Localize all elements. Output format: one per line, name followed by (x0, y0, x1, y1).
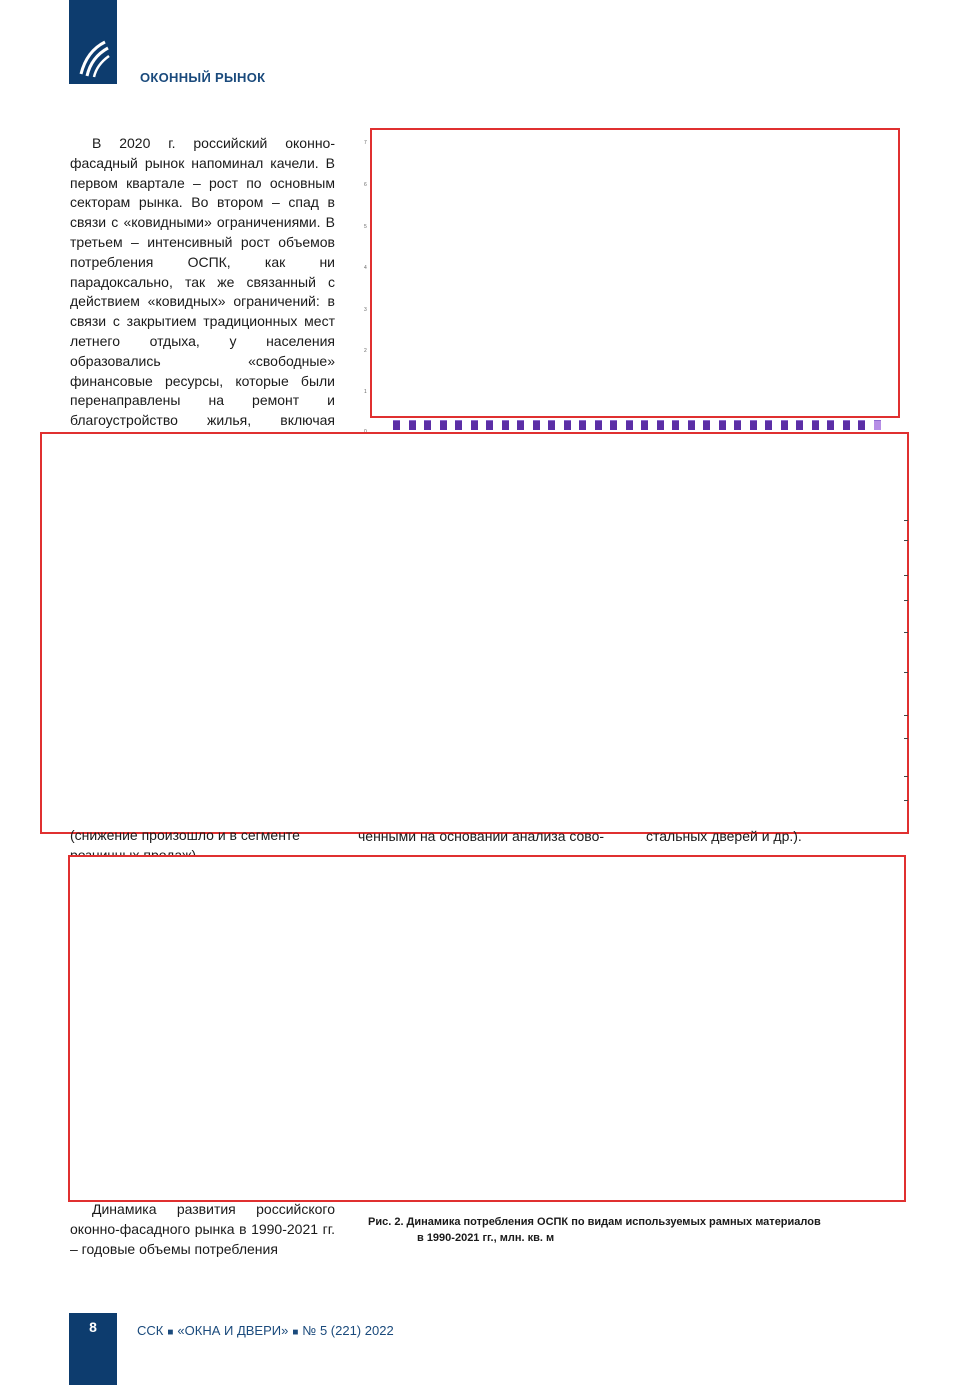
y-tick: 6 (364, 182, 367, 188)
y-tick: 2 (364, 348, 367, 354)
chart-bar-fragment (595, 420, 602, 430)
dynamics-paragraph (70, 1200, 335, 1260)
chart-bar-fragment (424, 420, 431, 430)
chart-bar-fragment (688, 420, 695, 430)
chart-bar-fragment (626, 420, 633, 430)
chart-bar-fragment (781, 420, 788, 430)
axis-tick-fragment (904, 800, 908, 801)
header-tab (69, 0, 117, 84)
axis-tick-fragment (904, 575, 908, 576)
chart-bar-fragment (610, 420, 617, 430)
chart-bar-fragment (812, 420, 819, 430)
text-fragment-middle: ченными на основании анализа сово- (358, 828, 605, 844)
axis-tick-fragment (904, 738, 908, 739)
top-chart-redaction-box (370, 128, 900, 418)
chart-bar-fragment (858, 420, 865, 430)
issue-number: № 5 (221) 2022 (302, 1323, 394, 1338)
figure-caption-line1: Рис. 2. Динамика потребления ОСПК по видам используемых рамных материалов (368, 1216, 821, 1228)
axis-tick-fragment (904, 776, 908, 777)
dynamics-paragraph-text: Динамика развития российского оконно-фасадного рынка в 1990-2021 гг. – годовые объемы потребления (70, 1201, 335, 1257)
chart-bar-fragment (517, 420, 524, 430)
chart-bar-fragment (750, 420, 757, 430)
intro-paragraph (70, 134, 335, 430)
square-separator-icon: ■ (292, 1327, 299, 1338)
chart-bar-fragment (874, 420, 881, 430)
figure-caption (368, 1214, 848, 1246)
chart-bar-fragment (843, 420, 850, 430)
y-tick: 7 (364, 140, 367, 146)
square-separator-icon: ■ (167, 1327, 174, 1338)
chart-bar-fragment (393, 420, 400, 430)
footer-publication (137, 1323, 394, 1338)
chart-bar-fragment (672, 420, 679, 430)
section-title: ОКОННЫЙ РЫНОК (140, 70, 266, 85)
middle-redaction-box (40, 432, 909, 834)
text-fragment-right: стальных дверей и др.). (646, 828, 802, 844)
chart-bar-fragment (796, 420, 803, 430)
chart-bar-fragment (471, 420, 478, 430)
chart-bar-fragment (455, 420, 462, 430)
y-tick: 1 (364, 389, 367, 395)
y-tick: 5 (364, 224, 367, 230)
chart-bar-fragment (641, 420, 648, 430)
axis-tick-fragment (904, 632, 908, 633)
chart-bar-fragment (579, 420, 586, 430)
axis-tick-fragment (904, 540, 908, 541)
page-number: 8 (89, 1319, 97, 1335)
chart-bar-fragment (765, 420, 772, 430)
chart-bar-fragment (486, 420, 493, 430)
right-edge-ticks (904, 500, 910, 820)
chart-bar-fragment (703, 420, 710, 430)
axis-tick-fragment (904, 715, 908, 716)
chart-bar-fragment (440, 420, 447, 430)
chart-bar-fragment (548, 420, 555, 430)
text-fragment-left: (снижение произошло и в сегменте (70, 827, 300, 843)
chart-bar-fragment (657, 420, 664, 430)
chart-bar-fragment (734, 420, 741, 430)
axis-tick-fragment (904, 520, 908, 521)
figure-redaction-box (68, 855, 906, 1202)
y-tick: 3 (364, 307, 367, 313)
axis-tick-fragment (904, 600, 908, 601)
footer-tab (69, 1313, 117, 1385)
y-tick: 4 (364, 265, 367, 271)
chart-bar-fragment (719, 420, 726, 430)
publication-name: ССК (137, 1323, 164, 1338)
swoosh-logo-icon (75, 36, 111, 78)
journal-name: «ОКНА И ДВЕРИ» (177, 1323, 289, 1338)
chart-bar-fragment (533, 420, 540, 430)
chart-bar-fragment (827, 420, 834, 430)
chart-bar-fragment (564, 420, 571, 430)
top-chart-bar-strip (393, 420, 893, 430)
chart-bar-fragment (409, 420, 416, 430)
axis-tick-fragment (904, 672, 908, 673)
chart-bar-fragment (502, 420, 509, 430)
intro-paragraph-text: В 2020 г. российский оконно-фасадный рынок напоминал качели. В первом квартале – рост по основным секторам рынка. Во втором – спад в связи с «ковидными» ограничениями. В третьем – интенсивный рост объемов потребления ОСПК, как ни парадоксально, так же связанный с действием «ковидных» ограничений: в связи с закрытием традиционных мест летнего отдыха, у населения образовались «свободные» финансовые ресурсы, которые были перенаправлены на ремонт и благоустройство жилья, включая (70, 135, 335, 429)
figure-caption-line2: в 1990-2021 гг., млн. кв. м (417, 1232, 555, 1244)
